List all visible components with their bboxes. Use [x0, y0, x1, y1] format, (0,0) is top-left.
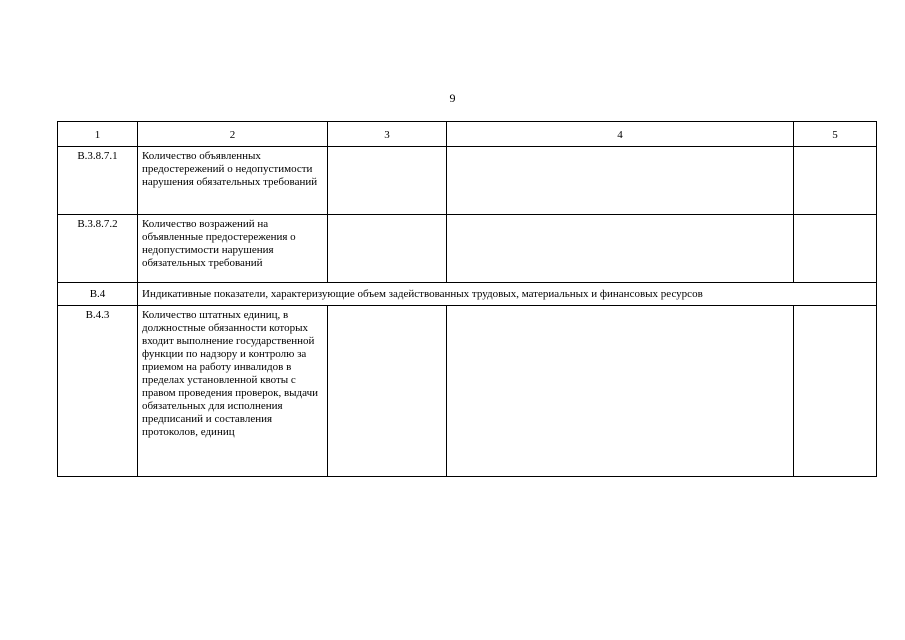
row-code: В.4.3	[58, 306, 138, 477]
table-header-row	[58, 122, 877, 147]
column-header-4: 4	[447, 122, 794, 147]
row-cell-3	[328, 215, 447, 283]
row-cell-4	[447, 306, 794, 477]
row-description: Количество объявленных предостережений о недопустимости нарушения обязательных требований	[138, 147, 328, 215]
row-code: В.3.8.7.2	[58, 215, 138, 283]
column-header-3: 3	[328, 122, 447, 147]
row-cell-5	[794, 215, 877, 283]
indicators-table	[57, 121, 877, 477]
column-header-1: 1	[58, 122, 138, 147]
row-cell-4	[447, 147, 794, 215]
table-row	[58, 215, 877, 283]
row-description: Количество штатных единиц, в должностные обязанности которых входит выполнение государственной функции по надзору и контролю за приемом на работу инвалидов в пределах установленной квоты с правом проведения проверок, выдачи обязательных для исполнения предписаний и составления протоколов, единиц	[138, 306, 328, 477]
page-number: 9	[449, 91, 456, 105]
row-cell-4	[447, 215, 794, 283]
table-row	[58, 306, 877, 477]
row-cell-3	[328, 306, 447, 477]
row-cell-5	[794, 147, 877, 215]
column-header-5: 5	[794, 122, 877, 147]
row-code: В.3.8.7.1	[58, 147, 138, 215]
table-row	[58, 147, 877, 215]
row-cell-5	[794, 306, 877, 477]
row-description: Количество возражений на объявленные предостережения о недопустимости нарушения обязательных требований	[138, 215, 328, 283]
section-code: В.4	[58, 283, 138, 306]
section-row	[58, 283, 877, 306]
row-cell-3	[328, 147, 447, 215]
column-header-2: 2	[138, 122, 328, 147]
section-title: Индикативные показатели, характеризующие объем задействованных трудовых, материальных и финансовых ресурсов	[138, 283, 877, 306]
